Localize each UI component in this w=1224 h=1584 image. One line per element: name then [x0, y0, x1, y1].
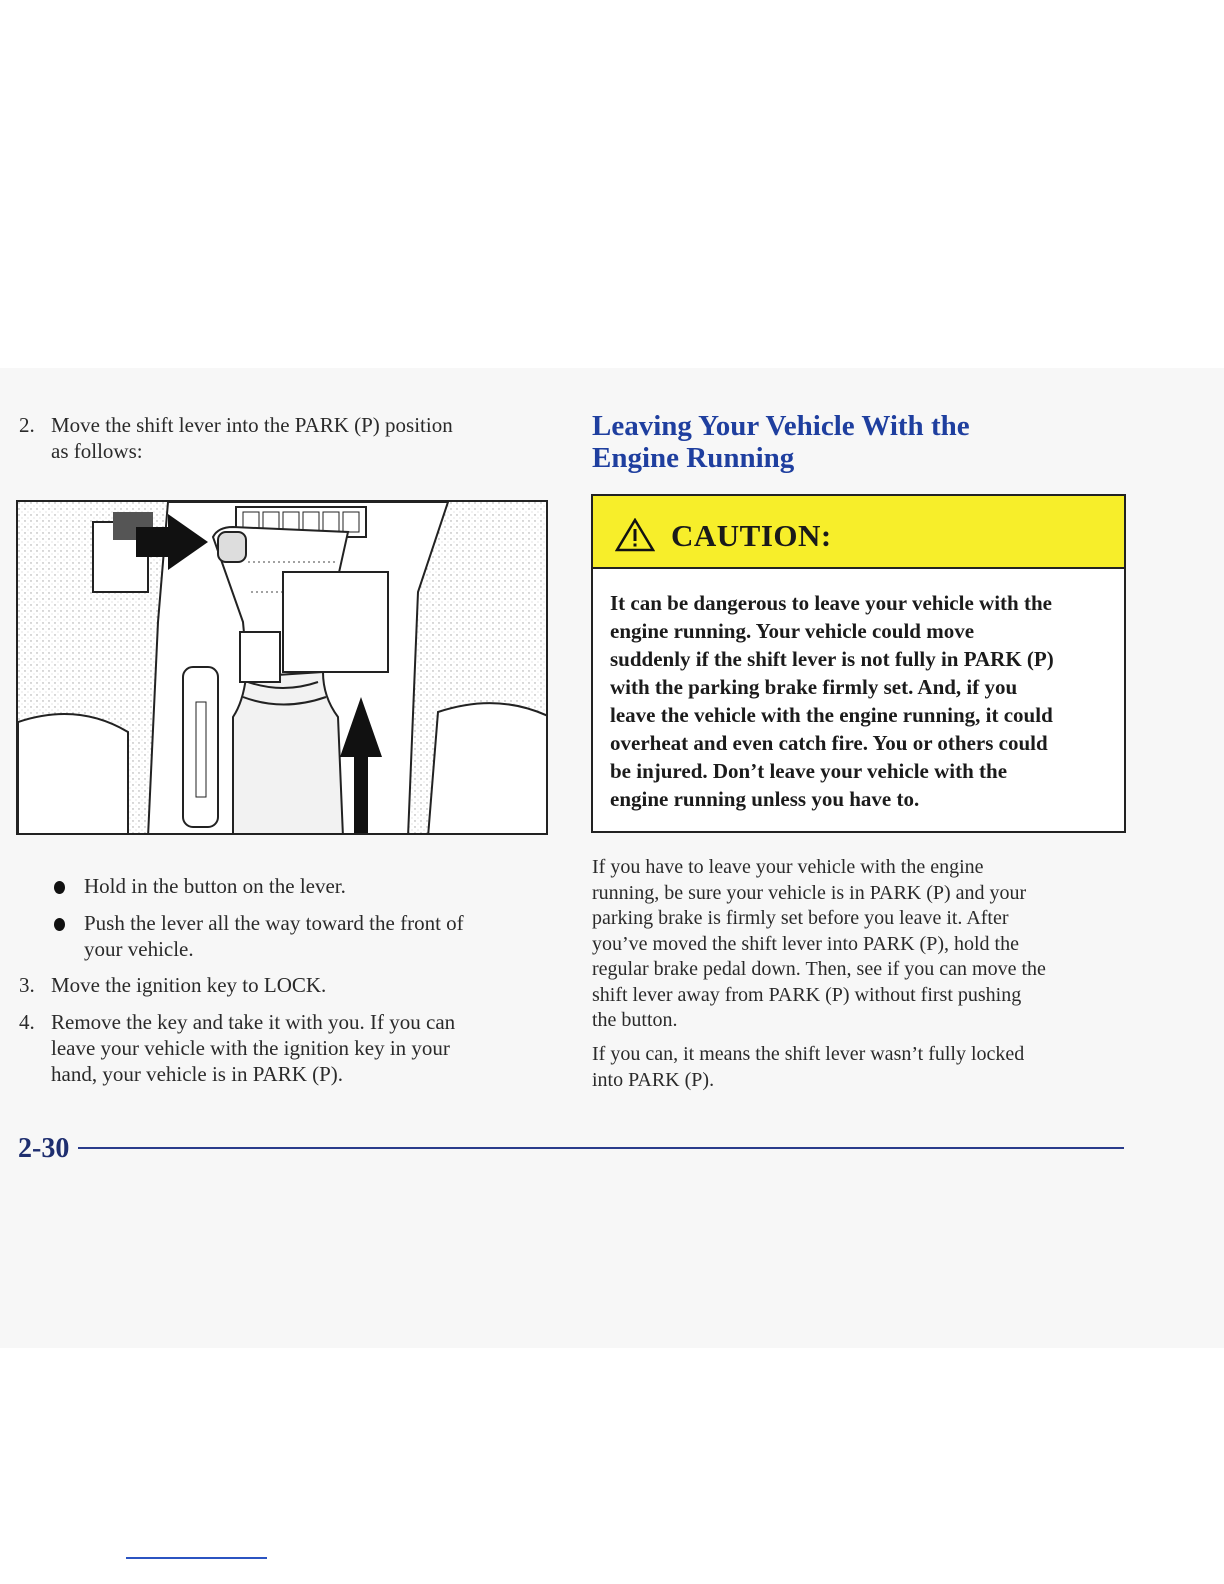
step-text-line: leave your vehicle with the ignition key in your — [51, 1036, 450, 1060]
caution-text — [610, 589, 1110, 813]
bullet-item — [54, 873, 534, 903]
step-number: 4. — [19, 1010, 35, 1034]
caution-line: suddenly if the shift lever is not fully in PARK (P) — [610, 647, 1054, 671]
step-text-line: Move the shift lever into the PARK (P) position — [51, 413, 453, 437]
console-drawing — [18, 502, 548, 835]
footer-rule — [78, 1147, 1124, 1149]
body-paragraph — [592, 1042, 1127, 1093]
step-4 — [19, 1009, 519, 1089]
caution-line: overheat and even catch fire. You or others could — [610, 731, 1048, 755]
caution-line: It can be dangerous to leave your vehicle with the — [610, 591, 1052, 615]
heading-line: Leaving Your Vehicle With the — [592, 410, 970, 442]
step-text-line: hand, your vehicle is in PARK (P). — [51, 1062, 344, 1086]
page-number: 2-30 — [18, 1133, 70, 1164]
paragraph-line: into PARK (P). — [592, 1068, 715, 1091]
paragraph-line: shift lever away from PARK (P) without first pushing — [592, 983, 1022, 1006]
step-text-line: Move the ignition key to LOCK. — [51, 973, 327, 997]
step-text-line: as follows: — [51, 439, 143, 463]
caution-box — [591, 494, 1126, 833]
bullet-text-line: Hold in the button on the lever. — [84, 874, 346, 898]
bullet-item — [54, 910, 534, 966]
bullet-text-line: your vehicle. — [84, 937, 194, 961]
paragraph-line: you’ve moved the shift lever into PARK (P), hold the — [592, 932, 1019, 955]
step-2 — [19, 412, 519, 472]
caution-line: engine running unless you have to. — [610, 787, 920, 811]
caution-line: be injured. Don’t leave your vehicle with the — [610, 759, 1008, 783]
caution-header — [593, 496, 1124, 569]
caution-line: with the parking brake firmly set. And, if you — [610, 675, 1018, 699]
body-paragraph — [592, 855, 1127, 1034]
section-heading — [592, 410, 1092, 474]
bullet-text-line: Push the lever all the way toward the front of — [84, 911, 464, 935]
bottom-underline — [126, 1557, 267, 1559]
bullet-dot-icon — [54, 918, 65, 931]
warning-triangle-icon — [615, 518, 655, 552]
paragraph-line: parking brake is firmly set before you leave it. After — [592, 907, 1009, 929]
step-number: 2. — [19, 413, 35, 437]
paragraph-line: the button. — [592, 1009, 678, 1031]
step-number: 3. — [19, 973, 35, 997]
paragraph-line: If you can, it means the shift lever wasn’t fully locked — [592, 1043, 1025, 1065]
paragraph-line: regular brake pedal down. Then, see if you can move the — [592, 958, 1046, 980]
caution-line: leave the vehicle with the engine running, it could — [610, 703, 1053, 727]
paragraph-line: If you have to leave your vehicle with the engine — [592, 856, 984, 878]
shift-lever-illustration — [16, 500, 548, 835]
step-text-line: Remove the key and take it with you. If you can — [51, 1010, 456, 1034]
bullet-dot-icon — [54, 881, 65, 894]
heading-line: Engine Running — [592, 442, 795, 474]
caution-title: CAUTION: — [671, 518, 832, 553]
step-3 — [19, 972, 519, 1002]
paragraph-line: running, be sure your vehicle is in PARK (P) and your — [592, 881, 1027, 904]
caution-line: engine running. Your vehicle could move — [610, 619, 975, 643]
